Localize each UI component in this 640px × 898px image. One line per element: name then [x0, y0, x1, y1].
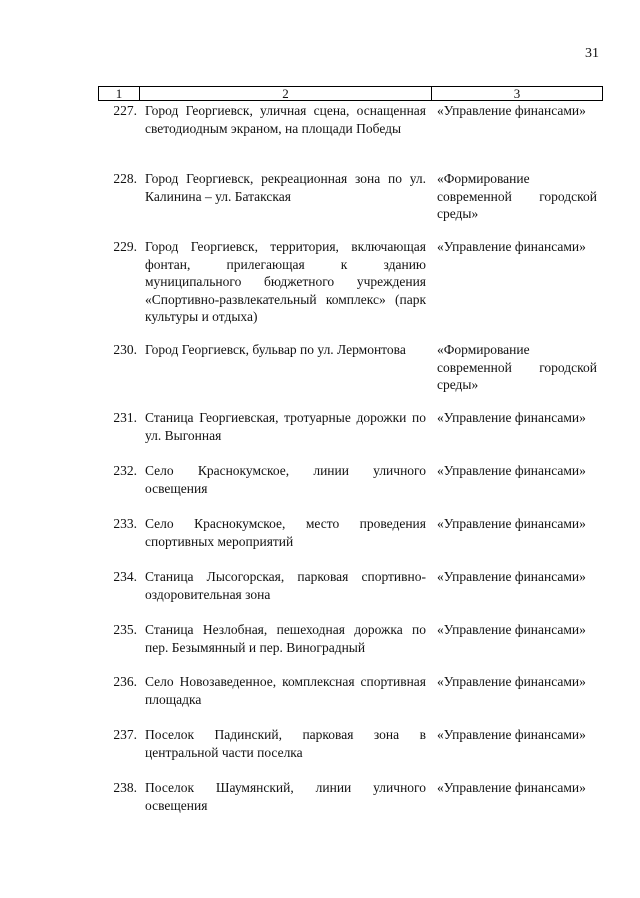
row-description: Станица Лысогорская, парковая спортивно-оздоровительная зона — [145, 569, 426, 602]
row-fund: «Управление финансами» — [437, 463, 586, 478]
row-fund: «Управление финансами» — [437, 727, 586, 742]
row-number: 233. — [113, 516, 137, 531]
row-fund: «Формирование современной городской среды» — [437, 171, 597, 221]
row-description: Город Георгиевск, бульвар по ул. Лермонтова — [145, 342, 406, 357]
row-number: 232. — [113, 463, 137, 478]
table-header — [98, 86, 603, 101]
row-description: Станица Георгиевская, тротуарные дорожки по ул. Выгонная — [145, 410, 426, 443]
row-number: 227. — [113, 103, 137, 118]
header-col-2: 2 — [140, 87, 432, 100]
row-fund: «Управление финансами» — [437, 239, 586, 254]
row-description: Город Георгиевск, территория, включающая фонтан, прилегающая к зданию муниципального бюджетного учреждения «Спортивно-развлекательный комплекс» (парк культуры и отдыха) — [145, 239, 426, 324]
row-fund: «Управление финансами» — [437, 103, 586, 118]
row-number: 228. — [113, 171, 137, 186]
row-fund: «Управление финансами» — [437, 780, 586, 795]
row-description: Станица Незлобная, пешеходная дорожка по пер. Безымянный и пер. Виноградный — [145, 622, 426, 655]
page-number: 31 — [585, 46, 599, 61]
row-number: 236. — [113, 674, 137, 689]
row-number: 229. — [113, 239, 137, 254]
row-fund: «Формирование современной городской среды» — [437, 342, 597, 392]
row-description: Село Краснокумское, место проведения спортивных мероприятий — [145, 516, 426, 549]
row-description: Город Георгиевск, рекреационная зона по ул. Калинина – ул. Батакская — [145, 171, 426, 204]
row-fund: «Управление финансами» — [437, 674, 586, 689]
row-description: Село Краснокумское, линии уличного освещения — [145, 463, 426, 496]
row-fund: «Управление финансами» — [437, 622, 586, 637]
row-fund: «Управление финансами» — [437, 410, 586, 425]
row-fund: «Управление финансами» — [437, 569, 586, 584]
row-number: 238. — [113, 780, 137, 795]
header-col-1: 1 — [99, 87, 140, 100]
header-col-3: 3 — [513, 86, 521, 101]
row-number: 234. — [113, 569, 137, 584]
row-number: 230. — [113, 342, 137, 357]
row-number: 237. — [113, 727, 137, 742]
row-description: Город Георгиевск, уличная сцена, оснащенная светодиодным экраном, на площади Победы — [145, 103, 426, 136]
row-fund: «Управление финансами» — [437, 516, 586, 531]
row-description: Село Новозаведенное, комплексная спортивная площадка — [145, 674, 426, 707]
row-number: 231. — [113, 410, 137, 425]
row-description: Поселок Шаумянский, линии уличного освещения — [145, 780, 426, 813]
row-number: 235. — [113, 622, 137, 637]
row-description: Поселок Падинский, парковая зона в центральной части поселка — [145, 727, 426, 760]
